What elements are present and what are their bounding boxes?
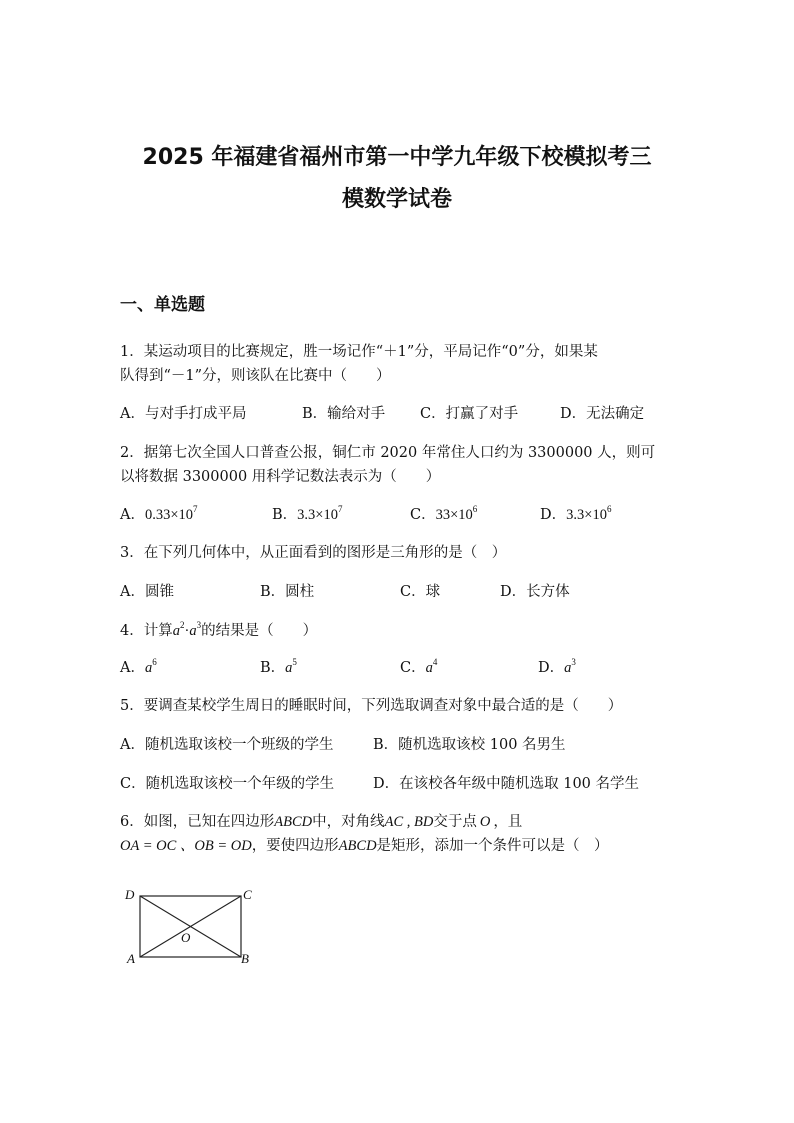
q2-option-c-base: 33×10	[435, 507, 473, 523]
q6-text-5: ，要使四边形	[251, 838, 339, 854]
q5-option-b: B．随机选取该校 100 名男生	[373, 737, 566, 753]
q2-option-d	[540, 503, 611, 527]
q2-option-c-exponent: 6	[472, 504, 478, 514]
q6-point: O	[479, 814, 491, 830]
q6-quadrilateral-2: ABCD	[338, 838, 377, 854]
question-6-line-2	[120, 834, 684, 858]
q2-option-c	[410, 503, 477, 527]
q4-option-a	[120, 656, 157, 680]
q1-option-d: D．无法确定	[560, 406, 645, 422]
label-d: D	[125, 887, 135, 902]
q5-option-d: D．在该校各年级中随机选取 100 名学生	[373, 776, 640, 792]
exam-title-line-1: 2025 年福建省福州市第一中学九年级下校模拟考三	[142, 145, 652, 170]
q6-text-3: 交于点	[433, 814, 477, 830]
q4-option-b-exp: 5	[292, 657, 297, 667]
q4-option-b	[260, 656, 297, 680]
q2-option-a-base: 0.33×10	[144, 507, 194, 523]
q6-text-4: ，且	[493, 814, 523, 830]
q4-option-b-var: a	[285, 660, 293, 676]
q2-option-c-label: C．	[410, 507, 436, 523]
q4-exp-2: 3	[196, 620, 202, 630]
q4-option-c-label: C．	[400, 660, 426, 676]
q4-option-d-label: D．	[538, 660, 565, 676]
q6-text-2: 中，对角线	[312, 814, 385, 830]
question-6-line-1	[120, 810, 684, 834]
q4-option-d-var: a	[564, 660, 572, 676]
q6-diagonals: AC , BD	[384, 814, 434, 830]
q1-option-b: B．输给对手	[302, 406, 386, 422]
q6-text-1: 6．如图，已知在四边形	[120, 814, 275, 830]
q3-option-b: B．圆柱	[260, 584, 315, 600]
q2-option-b-exponent: 7	[337, 504, 343, 514]
q3-option-d: D．长方体	[500, 584, 570, 600]
q5-option-a: A．随机选取该校一个班级的学生	[120, 737, 334, 753]
q6-quadrilateral: ABCD	[274, 814, 313, 830]
question-2-line-1: 2．据第七次全国人口普查公报，铜仁市 2020 年常住人口约为 3300000 人，则可	[120, 445, 656, 461]
q2-option-b-base: 3.3×10	[297, 507, 338, 523]
q2-option-a-label: A．	[120, 507, 145, 523]
label-c: C	[243, 887, 252, 902]
question-3: 3．在下列几何体中，从正面看到的图形是三角形的是（ ）	[120, 545, 507, 561]
q2-option-b-label: B．	[272, 507, 298, 523]
q2-option-d-label: D．	[540, 507, 567, 523]
q4-option-c	[400, 656, 437, 680]
q4-option-d-exp: 3	[571, 657, 576, 667]
question-2-line-2: 以将数据 3300000 用科学记数法表示为（ ）	[120, 469, 441, 485]
question-1-line-2: 队得到“－1”分，则该队在比赛中（ ）	[120, 368, 391, 384]
rectangle-diagram	[120, 882, 270, 972]
q2-option-b	[272, 503, 342, 527]
q4-option-c-var: a	[425, 660, 433, 676]
q4-prefix: 4．计算	[120, 623, 173, 639]
q2-option-d-base: 3.3×10	[566, 507, 607, 523]
exam-title	[90, 137, 704, 221]
q2-option-a-exponent: 7	[193, 504, 198, 514]
q5-option-c: C．随机选取该校一个年级的学生	[120, 776, 335, 792]
question-4	[120, 619, 684, 643]
q4-option-d	[538, 656, 576, 680]
q4-option-b-label: B．	[260, 660, 286, 676]
label-a: A	[127, 951, 135, 966]
q4-dot: ·	[184, 623, 190, 639]
q2-option-d-exponent: 6	[606, 504, 612, 514]
q6-equation: OA = OC 、OB = OD	[120, 838, 252, 854]
question-5: 5．要调查某校学生周日的睡眠时间，下列选取调查对象中最合适的是（ ）	[120, 698, 623, 714]
q4-option-a-var: a	[144, 660, 153, 676]
q4-var-2: a	[189, 623, 197, 639]
label-o: O	[181, 930, 191, 945]
q3-option-a: A．圆锥	[120, 584, 174, 600]
q4-option-c-exp: 4	[432, 657, 438, 667]
question-1-line-1: 1．某运动项目的比赛规定，胜一场记作“＋1”分，平局记作“0”分，如果某	[120, 344, 598, 360]
q4-exp-1: 2	[179, 620, 185, 630]
q3-option-c: C．球	[400, 584, 441, 600]
section-heading: 一、单选题	[120, 295, 205, 315]
q4-option-a-exp: 6	[152, 657, 157, 667]
q6-text-6: 是矩形，添加一个条件可以是（ ）	[376, 838, 609, 854]
q1-option-a: A．与对手打成平局	[120, 406, 247, 422]
q4-option-a-label: A．	[120, 660, 145, 676]
label-b: B	[241, 951, 249, 966]
q4-var-1: a	[172, 623, 180, 639]
q2-option-a	[120, 503, 198, 527]
q1-option-c: C．打赢了对手	[420, 406, 519, 422]
exam-title-line-2: 模数学试卷	[341, 187, 452, 212]
q4-suffix: 的结果是（ ）	[201, 623, 318, 639]
